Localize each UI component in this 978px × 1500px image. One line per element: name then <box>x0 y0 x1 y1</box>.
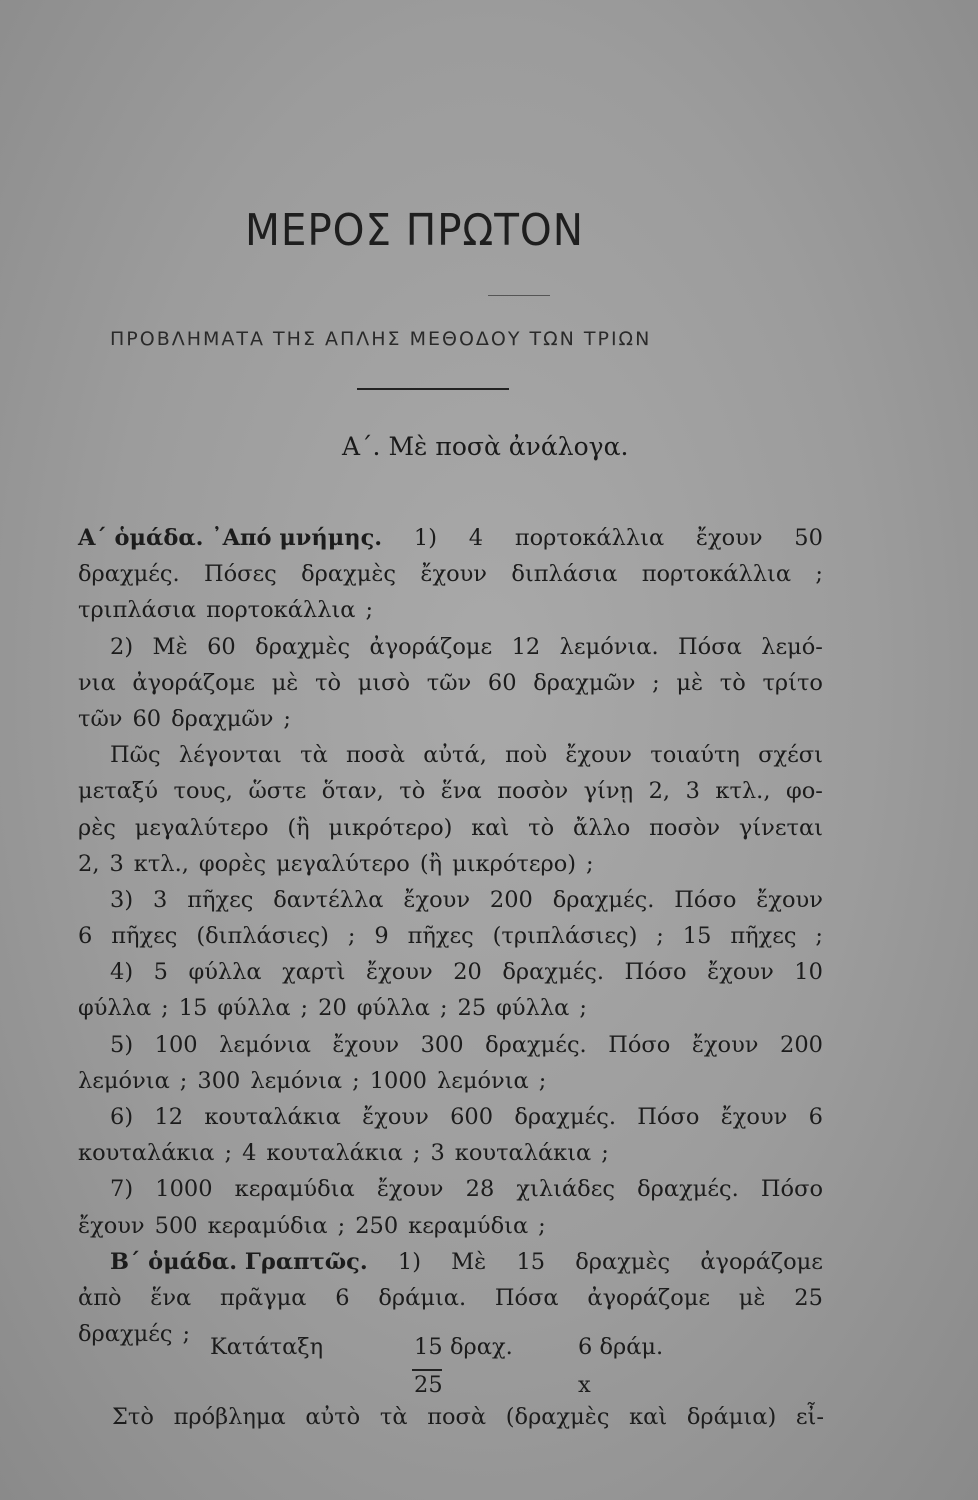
word: 60 <box>132 705 162 732</box>
word: ; <box>365 597 374 624</box>
word: Πόσα <box>678 633 742 660</box>
word: πῆχες <box>111 923 178 950</box>
word: ποὺ <box>505 742 548 769</box>
word: Πόσο <box>637 1104 700 1130</box>
word: ἀγοράζομε <box>700 1248 823 1275</box>
word: δραχμῶν <box>533 669 636 696</box>
word: Πόσες <box>203 561 277 588</box>
word: 20 <box>453 959 482 986</box>
word: ἔχουν <box>756 886 823 913</box>
text-line <box>78 954 823 990</box>
word: κεραμύδια <box>408 1212 529 1239</box>
word: Μὲ <box>152 633 188 660</box>
problems-text <box>78 520 823 1352</box>
word: φύλλα <box>188 959 262 986</box>
word: Στὸ <box>112 1404 154 1430</box>
word: μικρότερο) <box>452 850 577 877</box>
text-line <box>78 882 823 918</box>
word: τὸ <box>315 669 342 696</box>
word: 6 <box>335 1284 350 1311</box>
word: φύλλα <box>78 995 152 1022</box>
word: ; <box>439 995 448 1022</box>
text-line <box>78 592 823 628</box>
word: φύλλα <box>496 995 570 1022</box>
word: Πόσο <box>760 1176 823 1203</box>
word: γίνῃ <box>583 778 634 805</box>
word: φο- <box>785 778 823 805</box>
word: 5) <box>110 1031 134 1058</box>
word: ; <box>283 705 291 732</box>
word: ; <box>182 1321 191 1348</box>
word: δραχμές. <box>637 1176 739 1203</box>
word: δράμια. <box>378 1284 467 1311</box>
word: ; <box>412 1140 421 1167</box>
word: ἔχουν <box>376 1176 444 1203</box>
word: ; <box>538 1212 546 1239</box>
word: 250 <box>355 1212 399 1239</box>
word: 600 <box>450 1104 494 1130</box>
chapter-subtitle: ΠΡΟΒΛΗΜΑΤΑ ΤΗΣ ΑΠΛΗΣ ΜΕΘΟΔΟΥ ΤΩΝ ΤΡΙΩΝ <box>110 328 652 350</box>
word: 7) <box>110 1176 134 1203</box>
word: ἔχουν <box>366 959 433 986</box>
text-line <box>78 990 823 1026</box>
word: ἔχουν <box>707 959 774 986</box>
word: 12 <box>154 1104 184 1130</box>
word: δραχμές. <box>514 1104 616 1130</box>
word: τρίτο <box>762 669 823 696</box>
word: μισὸ <box>357 669 411 696</box>
word: Πόσο <box>608 1031 671 1058</box>
word: κουταλάκια <box>78 1140 215 1167</box>
word: 3 <box>109 850 124 877</box>
word: 2) <box>110 633 134 660</box>
word: λεμόνια <box>250 1067 343 1094</box>
word: ; <box>300 995 309 1022</box>
word: τῶν <box>78 705 123 732</box>
arrangement-table <box>210 1330 690 1410</box>
word: κουταλάκια <box>454 1140 592 1167</box>
word: Πόσο <box>624 959 687 986</box>
word: ἀγοράζομε <box>132 669 256 696</box>
word: ποσὰ <box>427 1404 487 1430</box>
word: 200 <box>780 1031 823 1058</box>
word: 200 <box>489 886 533 913</box>
word: λέγονται <box>178 742 282 769</box>
word: 1000 <box>369 1067 427 1094</box>
word: καὶ <box>471 814 510 841</box>
word: ; <box>538 1067 547 1094</box>
word: ; <box>579 995 587 1022</box>
word: 2, <box>648 778 671 805</box>
closing-line <box>112 1404 824 1430</box>
word: καὶ <box>629 1404 668 1430</box>
word: Μὲ <box>451 1248 487 1275</box>
word: 4 <box>468 525 484 551</box>
word: ἕνα <box>150 1284 192 1311</box>
word: 500 <box>154 1212 198 1239</box>
word: ; <box>224 1140 233 1167</box>
word: ; <box>347 923 356 950</box>
word: δραχμές <box>78 1321 173 1348</box>
word: 3 <box>430 1140 445 1167</box>
word: 60 <box>487 669 517 696</box>
word: φορὲς <box>198 850 267 877</box>
word: (δραχμὲς <box>505 1404 610 1430</box>
arrangement-unit: δραχ. <box>450 1334 513 1360</box>
word: μεγαλύτερο <box>276 850 410 877</box>
word: πορτοκάλλια <box>514 525 665 551</box>
word: 1000 <box>155 1176 213 1203</box>
text-line <box>78 810 823 846</box>
text-line <box>78 665 823 701</box>
word: πορτοκάλλια <box>641 561 792 588</box>
word: (τριπλάσιες) <box>492 923 638 950</box>
word: ἔχουν <box>78 1212 145 1239</box>
word: ἔχουν <box>691 1031 759 1058</box>
word: τὸ <box>399 778 426 805</box>
word: 50 <box>794 525 823 551</box>
word: 4) <box>110 959 134 986</box>
word: ; <box>815 923 823 950</box>
word: μὲ <box>271 669 299 696</box>
word: ; <box>656 923 664 950</box>
word: 15 <box>178 995 208 1022</box>
word: δραχμές. <box>485 1031 587 1058</box>
section-heading: Α΄. Μὲ ποσὰ ἀνάλογα. <box>342 432 629 461</box>
word: πῆχες <box>730 923 797 950</box>
word: πρᾶγμα <box>220 1284 307 1311</box>
word: ; <box>161 995 169 1022</box>
word: δραχμὲς <box>301 561 397 588</box>
word: ἔχουν <box>362 1104 429 1130</box>
word: ἔχουν <box>420 561 487 588</box>
word: τὸ <box>528 814 555 841</box>
word: Πῶς <box>110 742 161 769</box>
word: ἀπὸ <box>78 1284 122 1311</box>
text-line <box>78 773 823 809</box>
text-line <box>78 1171 823 1207</box>
word: φύλλα <box>217 995 291 1022</box>
word: ὅταν, <box>321 778 384 805</box>
word: 4 <box>242 1140 257 1167</box>
word: 300 <box>420 1031 464 1058</box>
word: ἕνα <box>440 778 482 805</box>
word: 25 <box>794 1284 823 1311</box>
word: σχέσι <box>758 742 823 769</box>
word: φύλλα <box>356 995 430 1022</box>
word: ποσὸν <box>649 814 721 841</box>
word: ἔχουν <box>332 1031 400 1058</box>
text-line <box>78 1244 823 1280</box>
word: δράμια) <box>686 1404 777 1430</box>
word: λεμό- <box>761 633 823 660</box>
word: δραχμές. <box>502 959 604 986</box>
word: λεμόνια <box>436 1067 529 1094</box>
word: μικρότερο) <box>328 814 453 841</box>
word: ποσὸν <box>497 778 569 805</box>
text-line <box>78 1208 823 1244</box>
word: ; <box>179 1067 188 1094</box>
word: ; <box>352 1067 360 1094</box>
word: ἄλλο <box>573 814 631 841</box>
word: πῆχες <box>187 886 254 913</box>
word: κουταλάκια <box>266 1140 403 1167</box>
divider <box>488 295 550 296</box>
text-line <box>78 701 823 737</box>
word: 300 <box>197 1067 241 1094</box>
word: λεμόνια. <box>559 633 659 660</box>
word: 1) <box>397 1248 421 1275</box>
word: ; <box>652 669 660 696</box>
word: αὐτὸ <box>305 1404 361 1430</box>
word: τὰ <box>379 1404 408 1430</box>
word: ἔχουν <box>403 886 471 913</box>
word: αὐτά, <box>423 742 487 769</box>
word: ἔχουν <box>720 1104 788 1130</box>
word: δραχμὲς <box>255 633 351 660</box>
word: δραχμές. <box>78 561 180 588</box>
arrangement-unknown: x <box>578 1372 591 1398</box>
word: δραχμῶν <box>171 705 274 732</box>
text-line <box>78 629 823 665</box>
word: τοιαύτη <box>650 742 740 769</box>
word: 60 <box>207 633 236 660</box>
word: Πόσο <box>674 886 737 913</box>
text-line <box>78 1099 823 1135</box>
word: 15 <box>516 1248 546 1275</box>
word: 3 <box>152 886 168 913</box>
word: μὲ <box>738 1284 766 1311</box>
word: κεραμύδια <box>234 1176 355 1203</box>
word: ; <box>337 1212 346 1239</box>
word: κουταλάκια <box>204 1104 341 1130</box>
word: (ἢ <box>419 850 443 877</box>
word: (διπλάσιες) <box>196 923 329 950</box>
arrangement-label: Κατάταξη <box>210 1334 324 1360</box>
word: τὸ <box>719 669 746 696</box>
text-line <box>78 918 823 954</box>
word: χιλιάδες <box>516 1176 615 1203</box>
word: ὥστε <box>248 778 307 805</box>
group-heading: Α΄ ὁμάδα. ᾿Από μνήμης. <box>78 525 383 551</box>
arrangement-numerator: 15 <box>414 1334 443 1360</box>
word: 6) <box>110 1104 134 1130</box>
word: κτλ., <box>715 778 771 805</box>
word: 15 <box>682 923 712 950</box>
word: ἔχουν <box>565 742 632 769</box>
text-line <box>78 1063 823 1099</box>
text-line <box>78 520 823 556</box>
divider-rule <box>357 388 509 390</box>
word: κτλ., <box>133 850 189 877</box>
word: Πόσα <box>494 1284 559 1311</box>
word: λεμόνια <box>78 1067 170 1094</box>
word: ρὲς <box>78 814 116 841</box>
word: δραχμές. <box>552 886 655 913</box>
word: εἶ- <box>795 1404 824 1430</box>
word: ἀγοράζομε <box>587 1284 711 1311</box>
word: 1) <box>413 525 437 551</box>
text-line <box>78 846 823 882</box>
word: (ἢ <box>287 814 310 841</box>
text-line <box>78 1135 823 1171</box>
word: λεμόνια <box>219 1031 311 1058</box>
fraction-bar <box>412 1369 442 1371</box>
arrangement-denominator: 25 <box>414 1372 443 1398</box>
word: μεταξύ <box>78 778 158 805</box>
word: ποσὰ <box>346 742 405 769</box>
word: μὲ <box>676 669 704 696</box>
word: 3) <box>110 886 134 913</box>
text-line <box>78 1280 823 1316</box>
word: μεγαλύτερο <box>134 814 269 841</box>
text-line <box>78 556 823 592</box>
word: 25 <box>457 995 487 1022</box>
word: πορτοκάλλια <box>206 597 356 624</box>
word: τὰ <box>300 742 328 769</box>
word: νια <box>78 669 116 696</box>
word: 100 <box>154 1031 198 1058</box>
text-line <box>78 1027 823 1063</box>
arrangement-dram: 6 δράμ. <box>578 1334 664 1360</box>
word: πῆχες <box>407 923 474 950</box>
word: ἔχουν <box>695 525 763 551</box>
word: πρόβλημα <box>173 1404 286 1430</box>
word: χαρτὶ <box>282 959 346 986</box>
word: δαντέλλα <box>273 886 384 913</box>
group-heading: Β΄ ὁμάδα. Γραπτῶς. <box>110 1248 368 1275</box>
word: 20 <box>318 995 347 1022</box>
word: ἀγοράζομε <box>369 633 493 660</box>
part-title: ΜΕΡΟΣ ΠΡΩΤΟΝ <box>245 205 584 256</box>
word: γίνεται <box>738 814 823 841</box>
word: δραχμὲς <box>575 1248 671 1275</box>
word: τους, <box>173 778 233 805</box>
word: 3 <box>685 778 700 805</box>
word: 10 <box>794 959 823 986</box>
word: 5 <box>153 959 168 986</box>
word: ; <box>586 850 594 877</box>
word: 6 <box>808 1104 823 1130</box>
word: 6 <box>78 923 93 950</box>
word: κεραμύδια <box>207 1212 328 1239</box>
word: 9 <box>374 923 389 950</box>
word: ; <box>815 561 823 588</box>
word: 2, <box>78 850 100 877</box>
word: 28 <box>465 1176 495 1203</box>
text-line <box>78 737 823 773</box>
word: διπλάσια <box>511 561 618 588</box>
word: 12 <box>511 633 541 660</box>
word: τῶν <box>426 669 472 696</box>
word: ; <box>601 1140 609 1167</box>
word: τριπλάσια <box>78 597 197 624</box>
